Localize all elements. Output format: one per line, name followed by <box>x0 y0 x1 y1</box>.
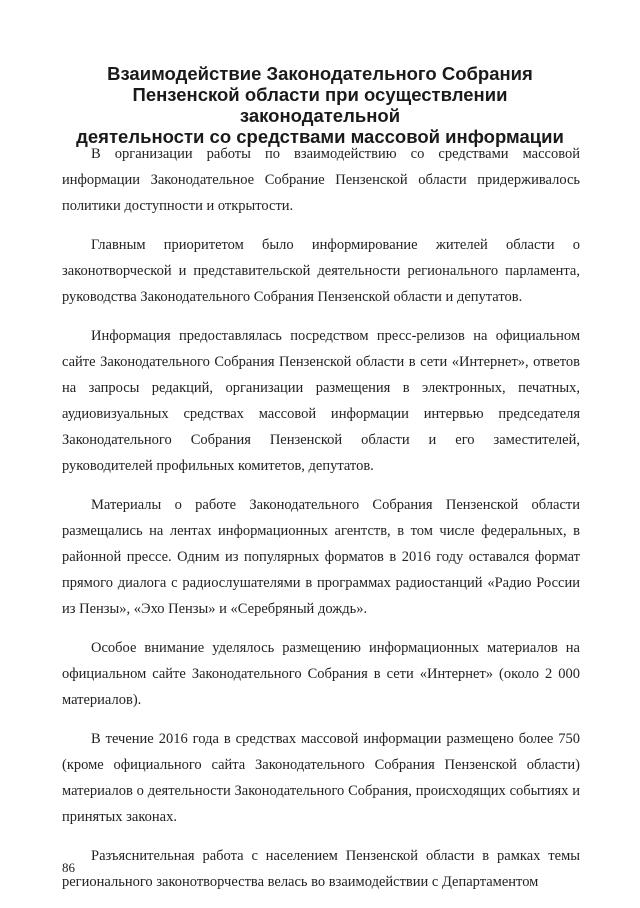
paragraph: Информация предоставлялась посредством пресс-релизов на официальном сайте Законодательного Собрания Пензенской области в сети «Интернет», ответов на запросы редакций, организации размещения в электронных, печатных, аудиовизуальных средствах массовой информации интервью председателя Законодательного Собрания Пензенской области и его заместителей, руководителей профильных комитетов, депутатов. <box>62 328 580 474</box>
paragraph: Главным приоритетом было информирование жителей области о законотворческой и представительской деятельности регионального парламента, руководства Законодательного Собрания Пензенской области и депутатов. <box>62 237 580 305</box>
page-title <box>60 63 580 147</box>
body-text <box>62 141 580 908</box>
paragraph: Особое внимание уделялось размещению информационных материалов на официальном сайте Законодательного Собрания в сети «Интернет» (около 2 000 материалов). <box>62 640 580 708</box>
title-line: Пензенской области при осуществлении законодательной <box>132 84 508 126</box>
title-line: Взаимодействие Законодательного Собрания <box>107 63 533 84</box>
paragraph: Разъяснительная работа с населением Пензенской области в рамках темы регионального законотворчества велась во взаимодействии с Департаментом <box>62 848 580 890</box>
page-number: 86 <box>62 860 75 875</box>
paragraph: В течение 2016 года в средствах массовой информации размещено более 750 (кроме официального сайта Законодательного Собрания Пензенской области) материалов о деятельности Законодательного Собрания, происходящих событиях и принятых законах. <box>62 731 580 825</box>
title-line: деятельности со средствами массовой информации <box>76 126 564 147</box>
paragraph: В организации работы по взаимодействию со средствами массовой информации Законодательное Собрание Пензенской области придерживалось политики доступности и открытости. <box>62 146 580 214</box>
paragraph: Материалы о работе Законодательного Собрания Пензенской области размещались на лентах информационных агентств, в том числе федеральных, в районной прессе. Одним из популярных форматов в 2016 году оставался формат прямого диалога с радиослушателями в программах радиостанций «Радио России из Пензы», «Эхо Пензы» и «Серебряный дождь». <box>62 497 580 617</box>
